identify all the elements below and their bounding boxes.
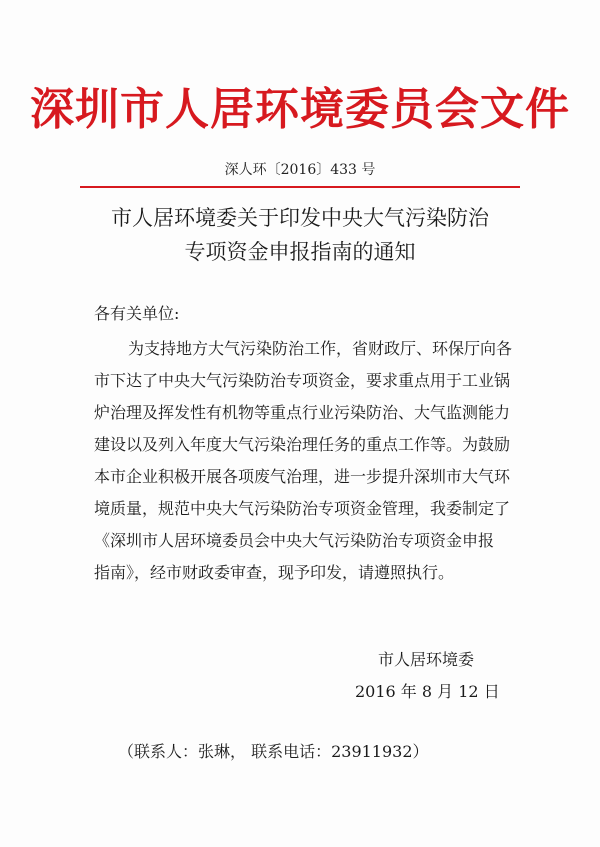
body-line: 本市企业积极开展各项废气治理，进一步提升深圳市大气环 — [94, 467, 511, 486]
body-line: 指南》，经市财政委审查，现予印发，请遵照执行。 — [94, 563, 455, 582]
contact-info: （联系人：张琳， 联系电话：23911932） — [118, 742, 429, 761]
body-line: 为支持地方大气污染防治工作，省财政厅、环保厅向各 — [128, 339, 513, 358]
notice-title-line-1: 市人居环境委关于印发中央大气污染防治 — [111, 206, 489, 230]
masthead-title: 深圳市人居环境委员会文件 — [30, 84, 570, 135]
signing-organization: 市人居环境委 — [378, 650, 475, 669]
red-divider — [80, 186, 520, 188]
notice-title-line-2: 专项资金申报指南的通知 — [184, 240, 416, 264]
body-line: 建设以及列入年度大气污染治理任务的重点工作等。为鼓励 — [94, 435, 511, 454]
signing-date: 2016 年 8 月 12 日 — [355, 682, 500, 701]
body-line: 境质量，规范中央大气污染防治专项资金管理，我委制定了 — [94, 499, 511, 518]
salutation: 各有关单位: — [94, 304, 180, 323]
document-number: 深人环〔2016〕433 号 — [224, 162, 376, 178]
body-line: 炉治理及挥发性有机物等重点行业污染防治、大气监测能力 — [94, 403, 511, 422]
body-line: 《深圳市人居环境委员会中央大气污染防治专项资金申报 — [94, 531, 495, 550]
body-line: 市下达了中央大气污染防治专项资金，要求重点用于工业锅 — [94, 371, 511, 390]
